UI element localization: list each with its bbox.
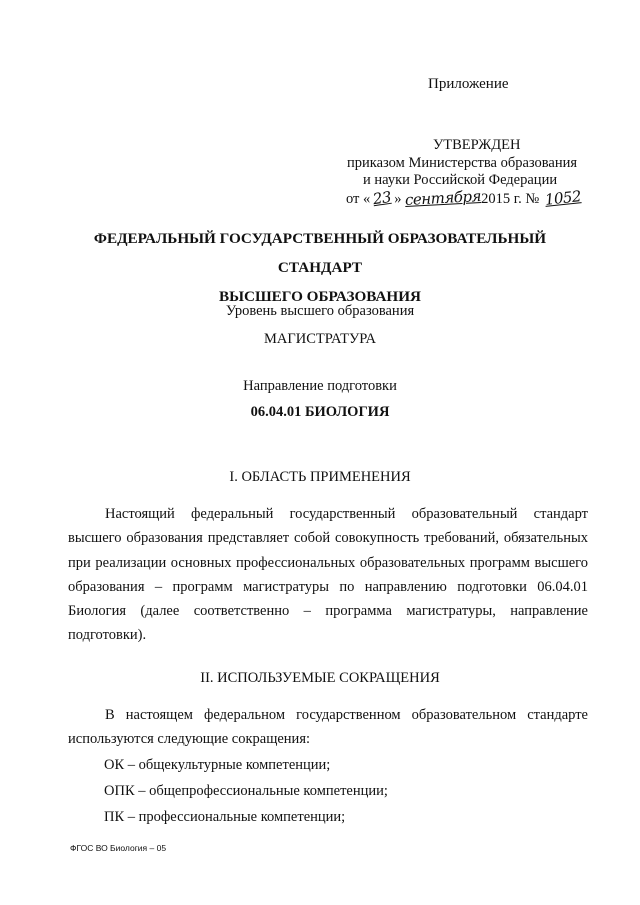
handwritten-day: 23 <box>371 187 393 208</box>
title-line-1: ФЕДЕРАЛЬНЫЙ ГОСУДАРСТВЕННЫЙ ОБРАЗОВАТЕЛЬНЫЙ СТАНДАРТ <box>93 230 547 276</box>
order-date-line <box>330 186 590 209</box>
section-1-paragraph: Настоящий федеральный государственный образовательный стандарт высшего образования представляет собой совокупность требований, обязательных при реализации основных профессиональных образовательных программ высшего образования – программ магистратуры по направлению подготовки 06.04.01 Биология (далее соответственно – программа магистратуры, направление подготовки). <box>68 506 588 644</box>
section-2-paragraph: В настоящем федеральном государственном образовательном стандарте используются следующие сокращения: <box>68 707 588 748</box>
handwritten-order-number: 1052 <box>543 186 582 209</box>
footer-code: ФГОС ВО Биология – 05 <box>70 843 167 853</box>
abbreviation-item-opk: ОПК – общепрофессиональные компетенции; <box>104 783 388 799</box>
document-title <box>60 224 580 311</box>
approval-block <box>330 137 590 208</box>
title-line-2: ВЫСШЕГО ОБРАЗОВАНИЯ <box>218 288 422 305</box>
appendix-label: Приложение <box>428 76 509 92</box>
order-line-2: и науки Российской Федерации <box>363 172 558 188</box>
direction-value: 06.04.01 БИОЛОГИЯ <box>250 404 390 420</box>
date-separator: » <box>394 190 402 207</box>
level-value: МАГИСТРАТУРА <box>264 331 376 347</box>
level-label: Уровень высшего образования <box>225 303 415 319</box>
abbreviation-item-pk: ПК – профессиональные компетенции; <box>104 809 346 825</box>
date-year: 2015 г. № <box>481 190 540 207</box>
handwritten-month: сентября <box>404 186 482 209</box>
abbreviation-item-ok: ОК – общекультурные компетенции; <box>104 757 331 773</box>
direction-label: Направление подготовки <box>243 378 397 394</box>
approved-label: УТВЕРЖДЕН <box>433 137 521 153</box>
section-1-heading: I. ОБЛАСТЬ ПРИМЕНЕНИЯ <box>229 469 411 485</box>
date-prefix: от « <box>346 190 371 207</box>
order-line-1: приказом Министерства образования <box>347 154 578 171</box>
section-2-heading: II. ИСПОЛЬЗУЕМЫЕ СОКРАЩЕНИЯ <box>200 670 440 686</box>
